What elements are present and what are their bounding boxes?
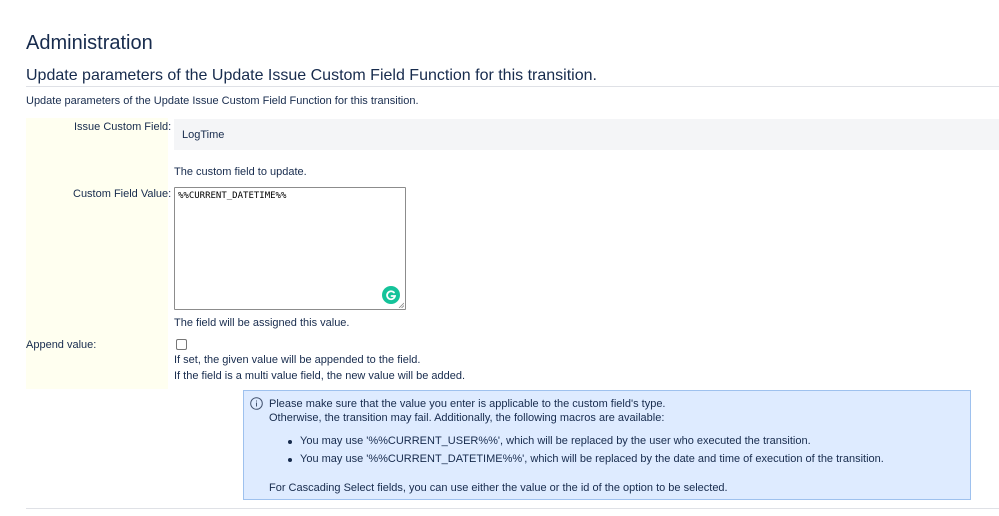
append-label: Append value: (26, 339, 97, 351)
info-bullet: You may use '%%CURRENT_USER%%', which will be replaced by the user who executed the transition. (300, 435, 811, 447)
resize-grip-icon[interactable] (398, 302, 404, 308)
info-icon (250, 397, 263, 410)
field-value-textarea[interactable] (174, 187, 406, 310)
info-footer: For Cascading Select fields, you can use either the value or the id of the option to be selected. (269, 482, 728, 494)
field-value-text[interactable]: %%CURRENT_DATETIME%% (178, 191, 287, 201)
bottom-divider (26, 508, 999, 509)
custom-field-help: The custom field to update. (174, 166, 307, 178)
page-title: Administration (26, 32, 153, 54)
append-help-line1: If set, the given value will be appended to the field. (174, 354, 421, 366)
append-checkbox[interactable] (176, 339, 187, 350)
section-divider (26, 86, 999, 87)
custom-field-label: Issue Custom Field: (74, 121, 172, 133)
section-description: Update parameters of the Update Issue Custom Field Function for this transition. (26, 95, 419, 107)
grammarly-g-icon (385, 289, 397, 301)
section-title: Update parameters of the Update Issue Custom Field Function for this transition. (26, 67, 597, 84)
info-line-2: Otherwise, the transition may fail. Additionally, the following macros are available: (269, 412, 665, 424)
custom-field-value: LogTime (182, 129, 225, 141)
info-bullet: You may use '%%CURRENT_DATETIME%%', which will be replaced by the date and time of execution of the transition. (300, 453, 884, 465)
field-value-label: Custom Field Value: (73, 188, 172, 200)
info-message (243, 390, 971, 500)
field-value-help: The field will be assigned this value. (174, 317, 350, 329)
custom-field-value-box (174, 119, 999, 150)
append-help-line2: If the field is a multi value field, the new value will be added. (174, 370, 466, 382)
info-line-1: Please make sure that the value you enter is applicable to the custom field's type. (269, 398, 666, 410)
